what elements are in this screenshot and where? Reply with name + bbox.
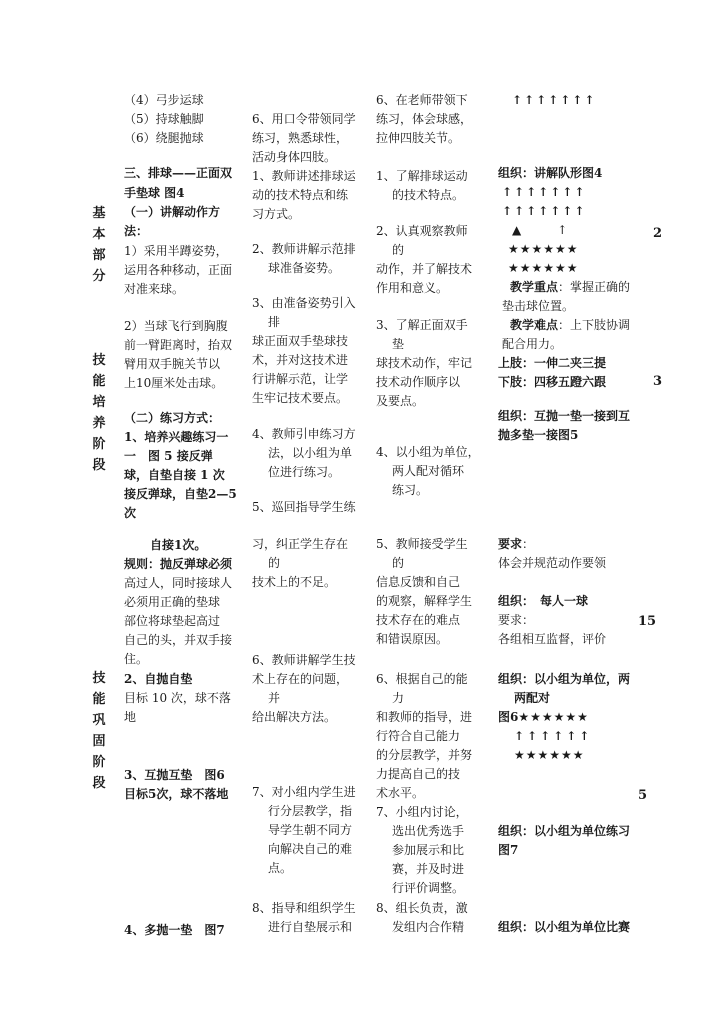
stars-row: ★★★★★★ <box>518 710 589 724</box>
time-number: 15 <box>638 614 657 629</box>
section-basic-label: 基本部分 <box>92 206 106 284</box>
teacher-marker: ▲ ↑ <box>512 223 568 237</box>
stars-row: ★★★★★★ <box>508 261 579 275</box>
section-consolidate-label: 技能巩固阶段 <box>92 671 106 791</box>
time-number: 5 <box>638 788 648 803</box>
formation-people-row: ↑↑↑↑↑↑↑ <box>512 93 597 107</box>
stars-row: ★★★★★★ <box>514 748 585 762</box>
section-skill-label: 技能培养阶段 <box>92 353 106 473</box>
stars-row: ★★★★★★ <box>508 242 579 256</box>
formation-people-row: ↑↑↑↑↑↑↑ <box>502 185 587 199</box>
formation-people-row: ↑↑↑↑↑↑↑ <box>502 204 587 218</box>
time-number: 2 <box>653 226 663 241</box>
time-number: 3 <box>653 374 663 389</box>
arrows-row: ↑↑↑↑↑↑ <box>514 729 593 743</box>
